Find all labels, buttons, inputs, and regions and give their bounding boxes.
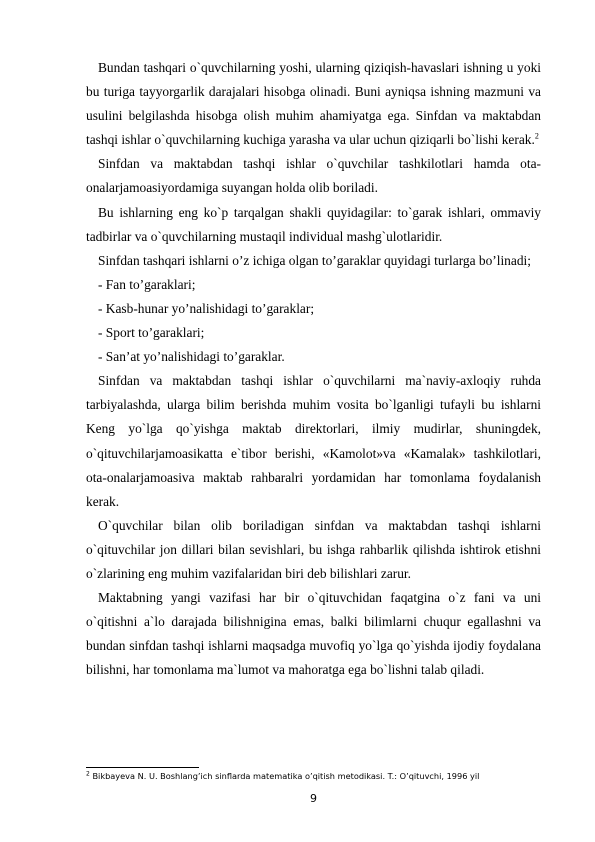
paragraph-3: Bu ishlarning eng ko`p tarqalgan shakli quyidagilar: to`garak ishlari, ommaviy tadbirlar va o`quvchilarning mustaqil individual mashg`ulotlaridir. xyxy=(86,204,541,244)
paragraph-1-text: Bundan tashqari o`quvchilarning yoshi, ularning qiziqish-havaslari ishning u yoki bu turiga tayyorgarlik darajalari hisobga olinadi. Buni ayniqsa ishning mazmuni va usulini belgilashda hisobga olish muhim ahamiyatga ega. Sinfdan va maktabdan tashqi ishlar o`quvchilarning kuchiga yarasha va ular uchun qiziqarli bo`lishi kerak. xyxy=(86,60,541,148)
list-item: - Kasb-hunar yo’nalishidagi to’garaklar; xyxy=(98,300,315,316)
footnote-reference[interactable]: 2 xyxy=(534,131,539,141)
list-item: - San’at yo’nalishidagi to’garaklar. xyxy=(98,349,285,365)
paragraph-2: Sinfdan va maktabdan tashqi ishlar o`quvchilar tashkilotlari hamda ota-onalarjamoasiyordamiga suyangan holda olib boriladi. xyxy=(86,156,541,196)
list-item: - Sport to’garaklari; xyxy=(98,325,205,341)
paragraph-4: Sinfdan tashqari ishlarni o’z ichiga olgan to’garaklar quyidagi turlarga bo’linadi; xyxy=(98,252,531,268)
footnote-separator xyxy=(86,767,199,768)
paragraph-1 xyxy=(86,56,541,152)
page-number: 9 xyxy=(310,792,317,805)
footnote-text: Bikbayeva N. U. Boshlang’ich sinflarda matematika o’qitish metodikasi. T.: O’qituvchi, 1996 yil xyxy=(92,771,480,781)
paragraph-6: O`quvchilar bilan olib boriladigan sinfdan va maktabdan tashqi ishlarni o`qituvchilar jon dillari bilan sevishlari, bu ishga rahbarlik qilishda ishtirok etishni o`zlarining eng muhim vazifalaridan biri deb bilishlari zarur. xyxy=(86,517,541,581)
body-text xyxy=(86,56,541,682)
footnote xyxy=(86,771,541,782)
list-item: - Fan to’garaklari; xyxy=(98,276,196,292)
footnote-number: 2 xyxy=(86,770,90,778)
paragraph-5: Sinfdan va maktabdan tashqi ishlar o`quvchilarni ma`naviy-axloqiy ruhda tarbiyalashda, ularga bilim berishda muhim vosita bo`lganligi tufayli bu ishlarni Keng yo`lga qo`yishga maktab direktorlari, ilmiy mudirlar, shuningdek, o`qituvchilarjamoasikatta e`tibor berishi, «Kamolot»va «Kamalak» tashkilotlari, ota-onalarjamoasiva maktab rahbaralri yordamidan har tomonlama foydalanish kerak. xyxy=(86,373,541,509)
paragraph-7: Maktabning yangi vazifasi har bir o`qituvchidan faqatgina o`z fani va uni o`qitishni a`lo darajada bilishnigina emas, balki bilimlarni chuqur egallashni va bundan sinfdan tashqi ishlarni maqsadga muvofiq yo`lga qo`yishda ijodiy foydalana bilishni, har tomonlama ma`lumot va mahoratga ega bo`lishni talab qiladi. xyxy=(86,590,541,678)
